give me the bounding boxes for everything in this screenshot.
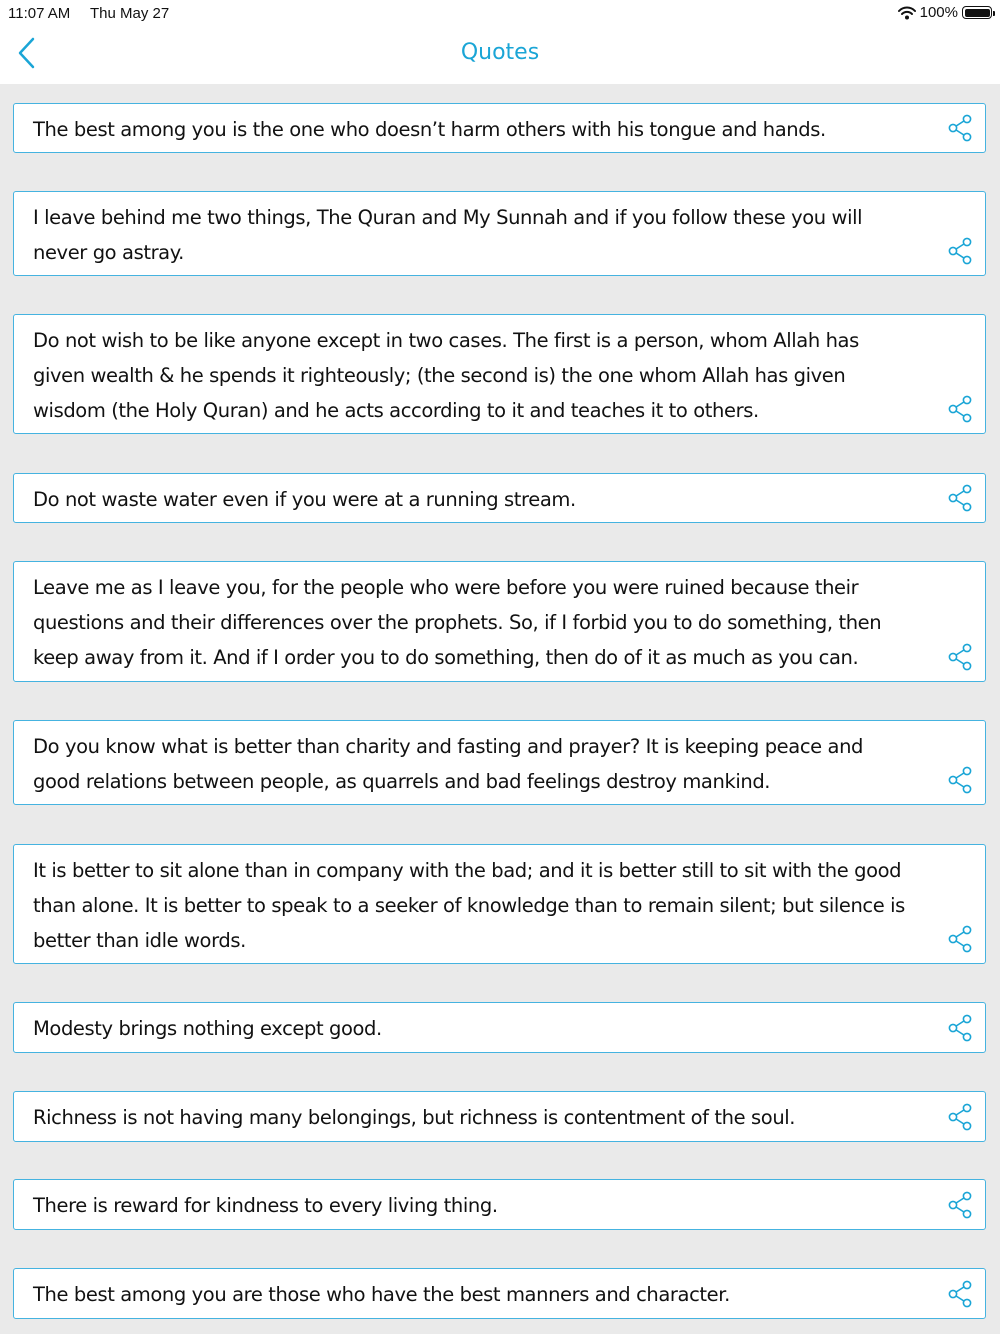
share-icon — [947, 395, 973, 423]
share-icon — [947, 1014, 973, 1042]
share-icon — [947, 925, 973, 953]
quote-card — [13, 720, 986, 805]
share-button[interactable] — [947, 1103, 973, 1131]
share-button[interactable] — [947, 1014, 973, 1042]
share-icon — [947, 237, 973, 265]
share-button[interactable] — [947, 766, 973, 794]
quote-card — [13, 1002, 986, 1053]
battery-icon — [962, 6, 992, 19]
quote-text: Richness is not having many belongings, but richness is contentment of the soul. — [33, 1106, 796, 1129]
quote-card — [13, 103, 986, 153]
page-title: Quotes — [460, 40, 540, 65]
quote-text: There is reward for kindness to every living thing. — [33, 1194, 498, 1217]
quote-card — [13, 561, 986, 682]
quote-card — [13, 1091, 986, 1142]
share-button[interactable] — [947, 484, 973, 512]
quote-text: Leave me as I leave you, for the people who were before you were ruined because their questions and their differences over the prophets. So, if I forbid you to do something, then keep away from it. And if I order you to do something, then do of it as much as you can. — [33, 576, 882, 669]
quote-card — [13, 1268, 986, 1319]
share-icon — [947, 1280, 973, 1308]
status-date: Thu May 27 — [90, 5, 170, 22]
quote-text: Do you know what is better than charity and fasting and prayer? It is keeping peace and good relations between people, as quarrels and bad feelings destroy mankind. — [33, 735, 864, 793]
wifi-icon — [898, 6, 916, 20]
share-button[interactable] — [947, 395, 973, 423]
quote-text: It is better to sit alone than in company with the bad; and it is better still to sit with the good than alone. It is better to speak to a seeker of knowledge than to remain silent; but silence is better than idle words. — [33, 859, 905, 952]
quote-text: I leave behind me two things, The Quran and My Sunnah and if you follow these you will never go astray. — [33, 206, 863, 264]
share-icon — [947, 1103, 973, 1131]
quote-card — [13, 1179, 986, 1230]
quote-card — [13, 191, 986, 276]
quote-text: Do not waste water even if you were at a running stream. — [33, 488, 576, 511]
share-button[interactable] — [947, 237, 973, 265]
share-button[interactable] — [947, 1280, 973, 1308]
status-time: 11:07 AM — [8, 5, 71, 22]
quote-card — [13, 473, 986, 523]
quote-card — [13, 844, 986, 964]
quote-card — [13, 314, 986, 434]
share-icon — [947, 114, 973, 142]
quote-text: Modesty brings nothing except good. — [33, 1017, 382, 1040]
battery-percent: 100% — [919, 4, 958, 21]
quote-text: Do not wish to be like anyone except in two cases. The first is a person, whom Allah has given wealth & he spends it righteously; (the second is) the one whom Allah has given wisdom (the Holy Quran) and he acts according to it and teaches it to others. — [33, 329, 859, 422]
navigation-bar — [0, 26, 1000, 84]
status-right — [898, 4, 992, 21]
status-bar — [0, 0, 1000, 26]
share-icon — [947, 766, 973, 794]
quote-text: The best among you is the one who doesn’t harm others with his tongue and hands. — [33, 118, 826, 141]
share-button[interactable] — [947, 1191, 973, 1219]
share-button[interactable] — [947, 114, 973, 142]
share-icon — [947, 643, 973, 671]
share-icon — [947, 484, 973, 512]
share-button[interactable] — [947, 643, 973, 671]
share-button[interactable] — [947, 925, 973, 953]
share-icon — [947, 1191, 973, 1219]
quote-text: The best among you are those who have the best manners and character. — [33, 1283, 730, 1306]
